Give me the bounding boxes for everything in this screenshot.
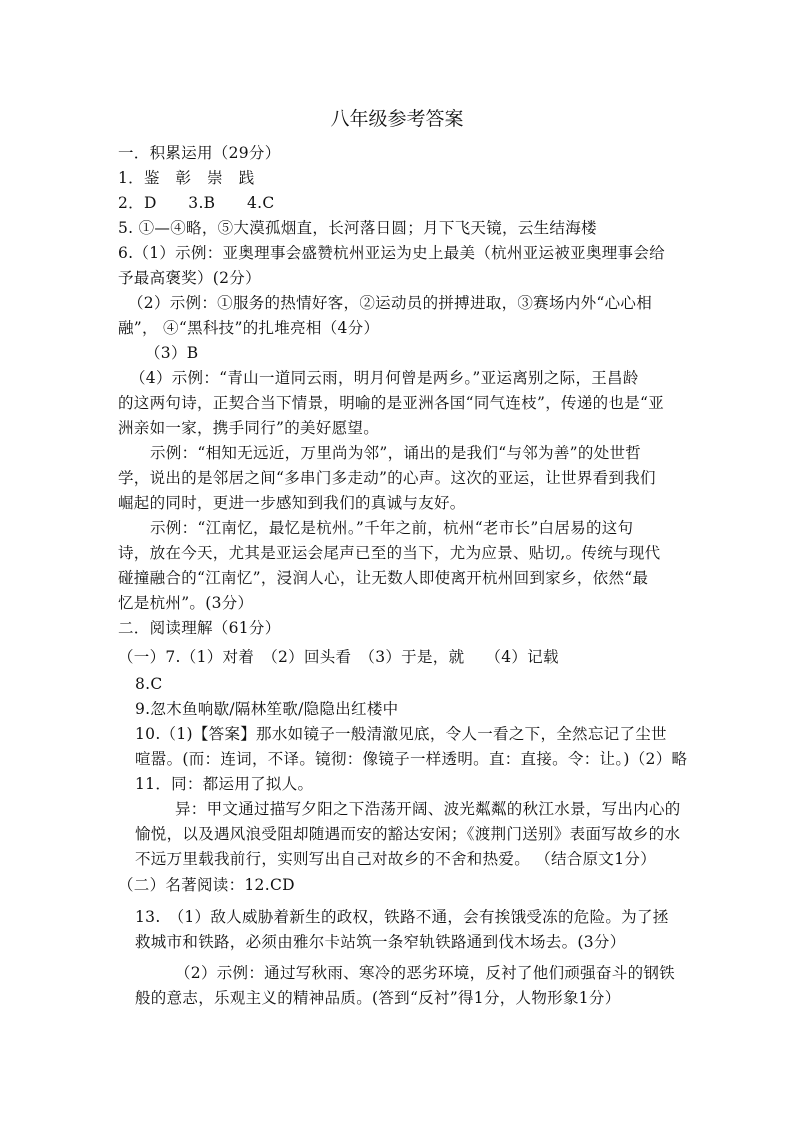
answer-line: 愉悦，以及遇风浪受阻却随遇而安的豁达安闲；《渡荆门送别》表面写故乡的水 (135, 825, 681, 843)
answer-line: （2）示例：通过写秋雨、寒冷的恶劣环境，反衬了他们顽强奋斗的钢铁 (175, 964, 675, 982)
answer-line: 救城市和铁路，必须由雅尔卡站筑一条窄轨铁路通到伐木场去。(3分） (135, 933, 626, 951)
answer-line: 诗，放在今天，尤其是亚运会尾声已至的当下，尤为应景、贴切,。传统与现代 (118, 544, 661, 562)
answer-line: 不远万里载我前行，实则写出自己对故乡的不舍和热爱。 （结合原文1分） (135, 850, 656, 868)
answer-line: （4）示例：“青山一道同云雨，明月何曾是两乡。”亚运离别之际，王昌龄 (130, 369, 639, 387)
answer-line: 洲亲如一家，携手同行”的美好愿望。 (118, 419, 380, 437)
answer-line: 学，说出的是邻居之间“多串门多走动”的心声。这次的亚运，让世界看到我们 (118, 469, 656, 487)
answer-line: 忆是杭州”。(3分） (118, 594, 254, 612)
answer-line: 喧嚣。(而：连词，不译。镜彻：像镜子一样透明。直：直接。令：让。)（2）略 (135, 750, 688, 768)
answer-line: 1．鉴 彰 崇 践 (118, 169, 255, 187)
answer-line: 碰撞融合的“江南忆”，浸润人心，让无数人即使离开杭州回到家乡，依然“最 (118, 569, 649, 587)
answer-line: 示例：“相知无远近，万里尚为邻”，诵出的是我们“与邻为善”的处世哲 (150, 444, 642, 462)
section-heading: 一．积累运用（29分） (118, 144, 281, 162)
answer-line: 6.（1）示例：亚奥理事会盛赞杭州亚运为史上最美（杭州亚运被亚奥理事会给 (118, 244, 665, 262)
answer-line: 崛起的同时，更进一步感知到我们的真诚与友好。 (118, 494, 466, 512)
page-title: 八年级参考答案 (330, 108, 464, 130)
answer-line: 的这两句诗，正契合当下情景，明喻的是亚洲各国“同气连枝”，传递的也是“亚 (118, 394, 665, 412)
answer-line: 5. ①—④略，⑤大漠孤烟直，长河落日圆；月下飞天镜，云生结海楼 (118, 219, 597, 237)
answer-line: 予最高褒奖）(2分） (118, 269, 261, 287)
answer-line: 11．同：都运用了拟人。 (135, 775, 314, 793)
answer-line: 10.（1)【答案】那水如镜子一般清澈见底，令人一看之下，全然忘记了尘世 (135, 725, 667, 743)
answer-line: 融”， ④“黑科技”的扎堆亮相（4分） (118, 319, 380, 337)
answer-line: （3）B (145, 344, 199, 362)
answer-line: 2．D 3.B 4.C (118, 194, 275, 212)
section-heading: 二．阅读理解（61分） (118, 619, 281, 637)
answer-line: （2）示例：①服务的热情好客，②运动员的拼搏进取，③赛场内外“心心相 (128, 294, 652, 312)
answer-line: 8.C (135, 675, 163, 693)
answer-line: 9.忽木鱼响歇/隔林笙歌/隐隐出红楼中 (135, 700, 399, 718)
answer-line: 异：甲文通过描写夕阳之下浩荡开阔、波光粼粼的秋江水景，写出内心的 (175, 800, 681, 818)
answer-line: （一）7.（1）对着 （2）回头看 （3）于是，就 （4）记载 (118, 648, 559, 666)
section-heading: （二）名著阅读：12.CD (118, 876, 295, 894)
answer-line: 般的意志，乐观主义的精神品质。(答到“反衬”得1分，人物形象1分） (135, 989, 621, 1007)
answer-line: 13. （1）敌人威胁着新生的政权，铁路不通，会有挨饿受冻的危险。为了拯 (135, 908, 669, 926)
answer-line: 示例：“江南忆，最忆是杭州。”千年之前，杭州“老市长”白居易的这句 (150, 519, 634, 537)
